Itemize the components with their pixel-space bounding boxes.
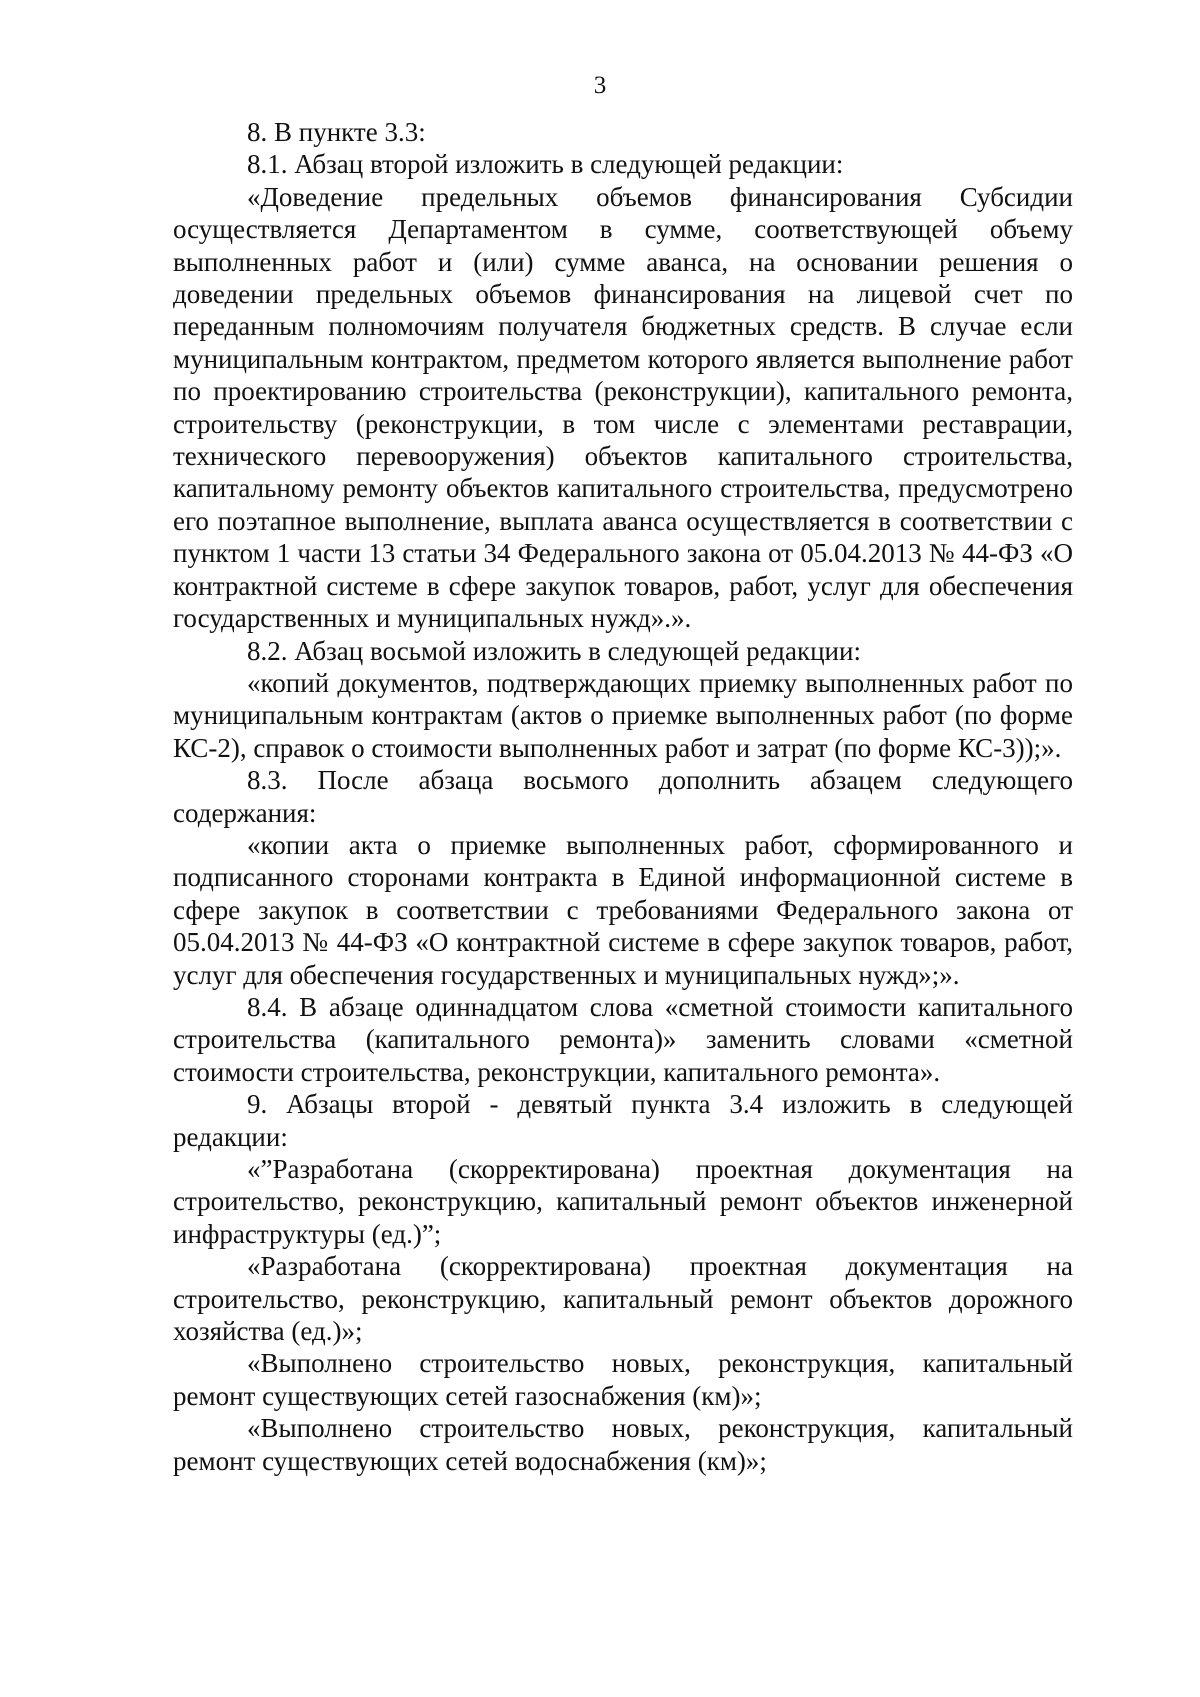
paragraph-9-item-3: «Выполнено строительство новых, реконструкция, капитальный ремонт существующих сетей газоснабжения (км)»; [173, 1348, 1073, 1411]
paragraph-8-1: 8.1. Абзац второй изложить в следующей редакции: [247, 149, 844, 180]
paragraph-8: 8. В пункте 3.3: [247, 117, 426, 147]
paragraph-8-3-text: «копии акта о приемке выполненных работ, сформированного и подписанного сторонами контракта в Единой информационной системе в сфере закупок в соответствии с требованиями Федерального закона от 05.04.2013 № 44-ФЗ «О контрактной системе в сфере закупок товаров, работ, услуг для обеспечения государственных и муниципальных нужд»;». [173, 829, 1073, 990]
paragraph-8-2: 8.2. Абзац восьмой изложить в следующей редакции: [247, 635, 861, 666]
paragraph-8-2-text: «копий документов, подтверждающих приемку выполненных работ по муниципальным контрактам (актов о приемке выполненных работ (по форме КС-2), справок о стоимости выполненных работ и затрат (по форме КС-3));». [173, 667, 1073, 763]
paragraph-9-item-1: «”Разработана (скорректирована) проектная документация на строительство, реконструкцию, капитальный ремонт объектов инженерной инфраструктуры (ед.)”; [173, 1154, 1073, 1249]
paragraph-8-3: 8.3. После абзаца восьмого дополнить абзацем следующего содержания: [173, 765, 1073, 828]
page-number: 3 [593, 72, 607, 99]
paragraph-9-item-4: «Выполнено строительство новых, реконструкция, капитальный ремонт существующих сетей водоснабжения (км)»; [173, 1413, 1073, 1476]
paragraph-8-4: 8.4. В абзаце одиннадцатом слова «сметной стоимости капитального строительства (капитального ремонта)» заменить словами «сметной стоимости строительства, реконструкции, капитального ремонта». [173, 991, 1073, 1087]
paragraph-9-item-2: «Разработана (скорректирована) проектная документация на строительство, реконструкцию, капитальный ремонт объектов дорожного хозяйства (ед.)»; [173, 1251, 1073, 1347]
document-body [173, 116, 1073, 1477]
paragraph-8-1-text: «Доведение предельных объемов финансирования Субсидии осуществляется Департаментом в сумме, соответствующей объему выполненных работ и (или) сумме аванса, на основании решения о доведении предельных объемов финансирования на лицевой счет по переданным полномочиям получателя бюджетных средств. В случае если муниципальным контрактом, предметом которого является выполнение работ по проектированию строительства (реконструкции), капитального ремонта, строительству (реконструкции, в том числе с элементами реставрации, технического перевооружения) объектов капитального строительства, капитальному ремонту объектов капитального строительства, предусмотрено его поэтапное выполнение, выплата аванса осуществляется в соответствии с пунктом 1 части 13 статьи 34 Федерального закона от 05.04.2013 № 44-ФЗ «О контрактной системе в сфере закупок товаров, работ, услуг для обеспечения государственных и муниципальных нужд».». [173, 181, 1073, 634]
paragraph-9: 9. Абзацы второй - девятый пункта 3.4 изложить в следующей редакции: [173, 1089, 1073, 1152]
